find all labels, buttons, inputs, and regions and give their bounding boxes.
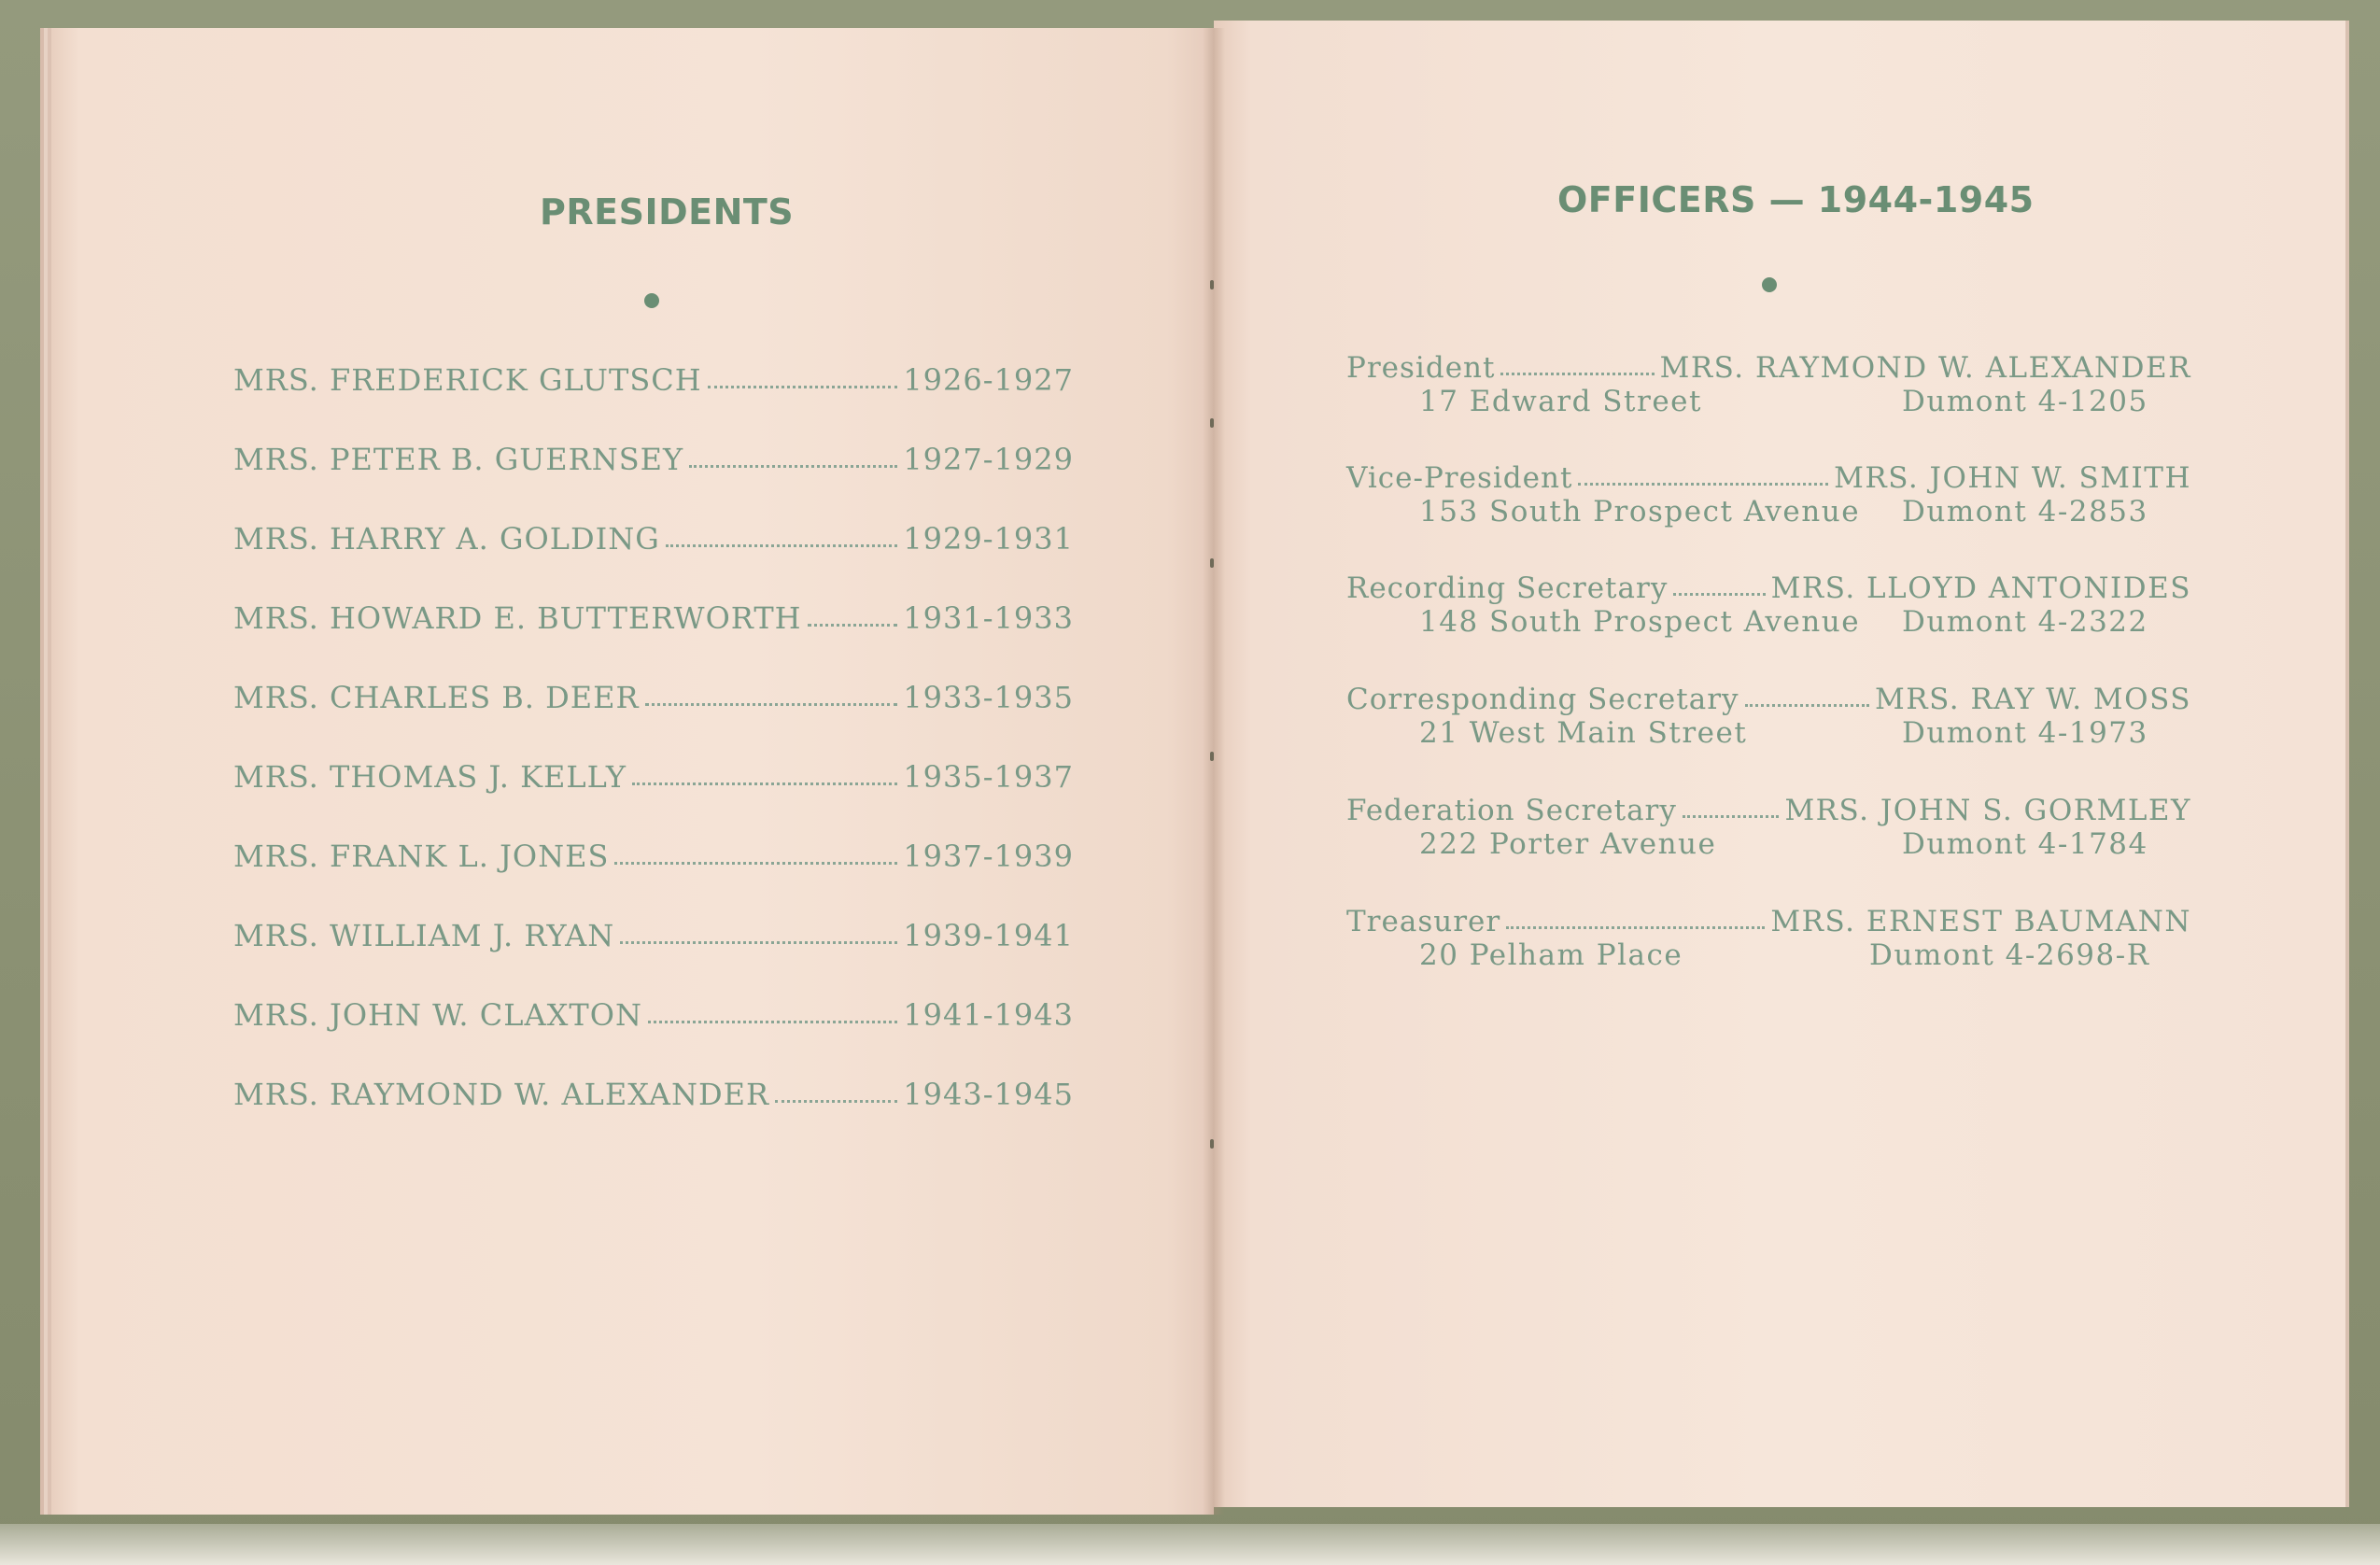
president-name: MRS. PETER B. GUERNSEY [233, 442, 684, 477]
officer-address: 222 Porter Avenue [1419, 827, 1717, 861]
ornament-dot [1762, 277, 1777, 292]
list-item [233, 912, 1074, 953]
dot-leader [632, 782, 897, 785]
officer-title: Recording Secretary [1346, 571, 1669, 605]
officer-address: 17 Edward Street [1419, 385, 1702, 418]
page-gutter [1203, 28, 1225, 1515]
ornament-dot [644, 293, 659, 308]
officer-phone: Dumont 4-1973 [1902, 716, 2148, 750]
president-name: MRS. FREDERICK GLUTSCH [233, 362, 702, 398]
dot-leader [808, 624, 898, 627]
dot-leader [689, 465, 897, 468]
president-name: MRS. HOWARD E. BUTTERWORTH [233, 600, 802, 636]
list-item [233, 674, 1074, 715]
president-years: 1931-1933 [903, 600, 1074, 636]
dot-leader [1500, 373, 1654, 375]
officer-name: MRS. RAY W. MOSS [1875, 683, 2191, 716]
dot-leader [775, 1100, 897, 1103]
list-item [233, 436, 1074, 477]
presidents-heading: PRESIDENTS [540, 191, 795, 233]
officer-address: 21 West Main Street [1419, 716, 1748, 750]
list-item [233, 357, 1074, 398]
dot-leader [1506, 926, 1765, 929]
president-years: 1935-1937 [903, 759, 1074, 795]
binding-stitch [1210, 280, 1214, 289]
list-item [233, 754, 1074, 795]
officer-entry [1346, 677, 2191, 754]
officer-title: Vice-President [1346, 461, 1573, 495]
dot-leader [620, 941, 897, 944]
binding-stitch [1210, 558, 1214, 568]
list-item [233, 833, 1074, 874]
officer-title: Treasurer [1346, 905, 1501, 938]
president-years: 1927-1929 [903, 442, 1074, 477]
officer-address: 153 South Prospect Avenue [1419, 495, 1861, 529]
president-years: 1929-1931 [903, 521, 1074, 557]
dot-leader [666, 544, 897, 547]
officer-phone: Dumont 4-2853 [1902, 495, 2148, 529]
dot-leader [648, 1021, 897, 1023]
officer-title: President [1346, 351, 1496, 385]
officer-name: MRS. LLOYD ANTONIDES [1770, 571, 2191, 605]
list-item [233, 992, 1074, 1033]
officer-entry [1346, 345, 2191, 422]
president-name: MRS. FRANK L. JONES [233, 839, 610, 874]
dot-leader [1578, 483, 1828, 486]
dot-leader [645, 703, 898, 706]
officer-entry [1346, 566, 2191, 642]
list-item [233, 1071, 1074, 1112]
binding-stitch [1210, 418, 1214, 428]
officer-name: MRS. JOHN S. GORMLEY [1784, 794, 2191, 827]
officer-phone: Dumont 4-2322 [1902, 605, 2148, 639]
officer-name: MRS. RAYMOND W. ALEXANDER [1659, 351, 2191, 385]
officer-title: Corresponding Secretary [1346, 683, 1739, 716]
president-years: 1941-1943 [903, 997, 1074, 1033]
president-years: 1939-1941 [903, 918, 1074, 953]
officer-phone: Dumont 4-1784 [1902, 827, 2148, 861]
president-name: MRS. WILLIAM J. RYAN [233, 918, 615, 953]
president-years: 1933-1935 [903, 680, 1074, 715]
president-name: MRS. JOHN W. CLAXTON [233, 997, 642, 1033]
officer-address: 148 South Prospect Avenue [1419, 605, 1861, 639]
president-name: MRS. CHARLES B. DEER [233, 680, 640, 715]
right-page [1214, 21, 2345, 1507]
president-name: MRS. RAYMOND W. ALEXANDER [233, 1077, 770, 1112]
officer-title: Federation Secretary [1346, 794, 1677, 827]
dot-leader [708, 386, 898, 388]
officer-phone: Dumont 4-2698-R [1869, 938, 2150, 972]
president-name: MRS. THOMAS J. KELLY [233, 759, 627, 795]
officer-entry [1346, 899, 2191, 976]
officer-name: MRS. ERNEST BAUMANN [1770, 905, 2191, 938]
officer-address: 20 Pelham Place [1419, 938, 1683, 972]
dot-leader [1745, 704, 1869, 707]
president-years: 1937-1939 [903, 839, 1074, 874]
list-item [233, 515, 1074, 557]
officer-name: MRS. JOHN W. SMITH [1834, 461, 2191, 495]
scan-background [0, 1524, 2380, 1565]
list-item [233, 595, 1074, 636]
dot-leader [614, 862, 897, 865]
officer-entry [1346, 788, 2191, 865]
binding-stitch [1210, 1139, 1214, 1149]
officer-phone: Dumont 4-1205 [1902, 385, 2148, 418]
dot-leader [1673, 593, 1765, 596]
president-years: 1926-1927 [903, 362, 1074, 398]
president-years: 1943-1945 [903, 1077, 1074, 1112]
president-name: MRS. HARRY A. GOLDING [233, 521, 660, 557]
binding-stitch [1210, 752, 1214, 761]
officer-entry [1346, 456, 2191, 532]
officers-heading: OFFICERS — 1944-1945 [1557, 179, 2035, 220]
dot-leader [1683, 815, 1780, 818]
